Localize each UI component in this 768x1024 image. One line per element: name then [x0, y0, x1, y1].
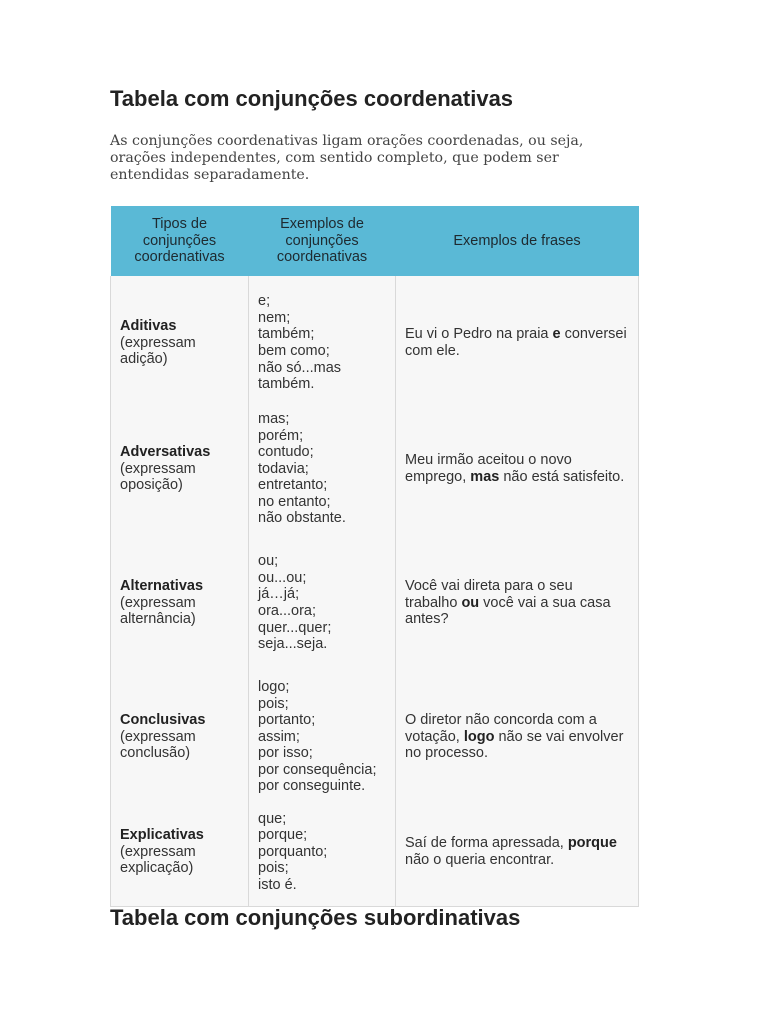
table-row: [111, 804, 639, 907]
sentence-conjunction: porque: [567, 835, 617, 852]
conjunction-example: logo;: [258, 678, 290, 695]
examples-cell: [249, 402, 396, 536]
table-row: [111, 402, 639, 536]
coordinating-conjunctions-table: [110, 206, 639, 907]
sentence-text-after: não se vai envolver no processo.: [405, 728, 624, 762]
conjunction-example: portanto;: [258, 712, 316, 729]
conjunction-example: assim;: [258, 728, 300, 745]
sentence-text-before: O diretor não concorda com a votação,: [405, 712, 597, 745]
sentence-text-before: Saí de forma apressada,: [405, 835, 568, 852]
conjunction-example: já…já;: [258, 586, 300, 603]
conjunction-example: também;: [258, 326, 315, 343]
conjunction-example: porquanto;: [258, 843, 328, 860]
type-description: (expressam conclusão): [120, 728, 196, 762]
sentence-text-before: Eu vi o Pedro na praia: [405, 326, 553, 343]
type-description: (expressam explicação): [120, 843, 196, 877]
header-cell-types: Tipos de conjunções coordenativas: [111, 206, 249, 276]
examples-cell: [249, 670, 396, 804]
type-name: Conclusivas: [120, 712, 206, 729]
table-row: [111, 276, 639, 402]
intro-paragraph: As conjunções coordenativas ligam orações coordenadas, ou seja, orações independentes, com sentido completo, que podem ser entendidas separadamente.: [110, 133, 584, 183]
examples-cell: [249, 536, 396, 670]
type-cell: [111, 276, 249, 402]
conjunction-example: quer...quer;: [258, 619, 332, 636]
example-sentence: [405, 835, 617, 868]
conjunction-example: no entanto;: [258, 493, 331, 510]
conjunction-example: bem como;: [258, 343, 330, 359]
header-cell-sentences: Exemplos de frases: [396, 206, 639, 276]
type-cell: [111, 670, 249, 804]
sentence-text-before: Meu irmão aceitou o novo emprego,: [405, 452, 572, 485]
next-section-title: Tabela com conjunções subordinativas: [110, 905, 521, 930]
sentence-text-after: conversei com ele.: [405, 326, 627, 359]
conjunction-example: mas;: [258, 410, 290, 427]
sentence-text-after: não o queria encontrar.: [405, 852, 555, 868]
sentence-conjunction: logo: [463, 728, 495, 745]
example-sentence: [405, 326, 627, 359]
sentence-cell: [396, 670, 639, 804]
conjunction-example: nem;: [258, 309, 291, 326]
type-description: (expressam oposição): [120, 460, 196, 494]
header-row: [111, 206, 639, 276]
conjunction-example: por conseguinte.: [258, 778, 366, 795]
conjunction-example: pois;: [258, 695, 289, 712]
conjunction-example: e;: [258, 293, 271, 310]
type-cell: [111, 804, 249, 907]
examples-cell: [249, 804, 396, 907]
conjunction-example: contudo;: [258, 444, 314, 461]
sentence-cell: [396, 804, 639, 907]
sentence-cell: [396, 276, 639, 402]
sentence-cell: [396, 536, 639, 670]
conjunction-example: isto é.: [258, 876, 297, 893]
type-description: (expressam alternância): [120, 594, 196, 628]
type-name: Aditivas: [120, 318, 177, 335]
type-name: Adversativas: [120, 444, 211, 461]
conjunction-example: que;: [258, 810, 287, 827]
sentence-text-after: você vai a sua casa antes?: [405, 594, 611, 628]
table-header: [111, 206, 639, 276]
examples-cell: [249, 276, 396, 402]
conjunction-example: porém;: [258, 427, 304, 444]
table-body: [111, 276, 639, 907]
conjunction-example: não obstante.: [258, 510, 346, 527]
type-cell: [111, 536, 249, 670]
type-cell: [111, 402, 249, 536]
header-cell-examples: Exemplos de conjunções coordenativas: [249, 206, 396, 276]
sentence-conjunction: mas: [470, 469, 500, 485]
sentence-conjunction: e: [552, 326, 561, 343]
conjunction-example: por consequência;: [258, 761, 377, 778]
conjunction-example: todavia;: [258, 460, 309, 477]
conjunction-example: ora...ora;: [258, 603, 317, 619]
conjunction-example: porque;: [258, 827, 308, 844]
conjunction-example: ou...ou;: [258, 569, 307, 586]
example-sentence: [405, 452, 624, 485]
page-title: Tabela com conjunções coordenativas: [110, 86, 514, 111]
type-name: Alternativas: [120, 578, 204, 595]
conjunction-example: pois;: [258, 860, 289, 877]
sentence-cell: [396, 402, 639, 536]
conjunction-example: entretanto;: [258, 477, 328, 494]
sentence-conjunction: ou: [461, 594, 480, 611]
example-sentence: [405, 712, 623, 761]
type-name: Explicativas: [120, 827, 204, 844]
conjunction-example: por isso;: [258, 745, 313, 762]
sentence-text-before: Você vai direta para o seu trabalho: [405, 578, 573, 611]
table-row: [111, 536, 639, 670]
type-description: (expressam adição): [120, 334, 196, 368]
sentence-text-after: não está satisfeito.: [499, 469, 625, 485]
example-sentence: [405, 578, 611, 627]
table-row: [111, 670, 639, 804]
conjunction-example: seja...seja.: [258, 636, 328, 653]
conjunction-example: ou;: [258, 553, 279, 570]
conjunction-example: não só...mas também.: [258, 359, 342, 393]
